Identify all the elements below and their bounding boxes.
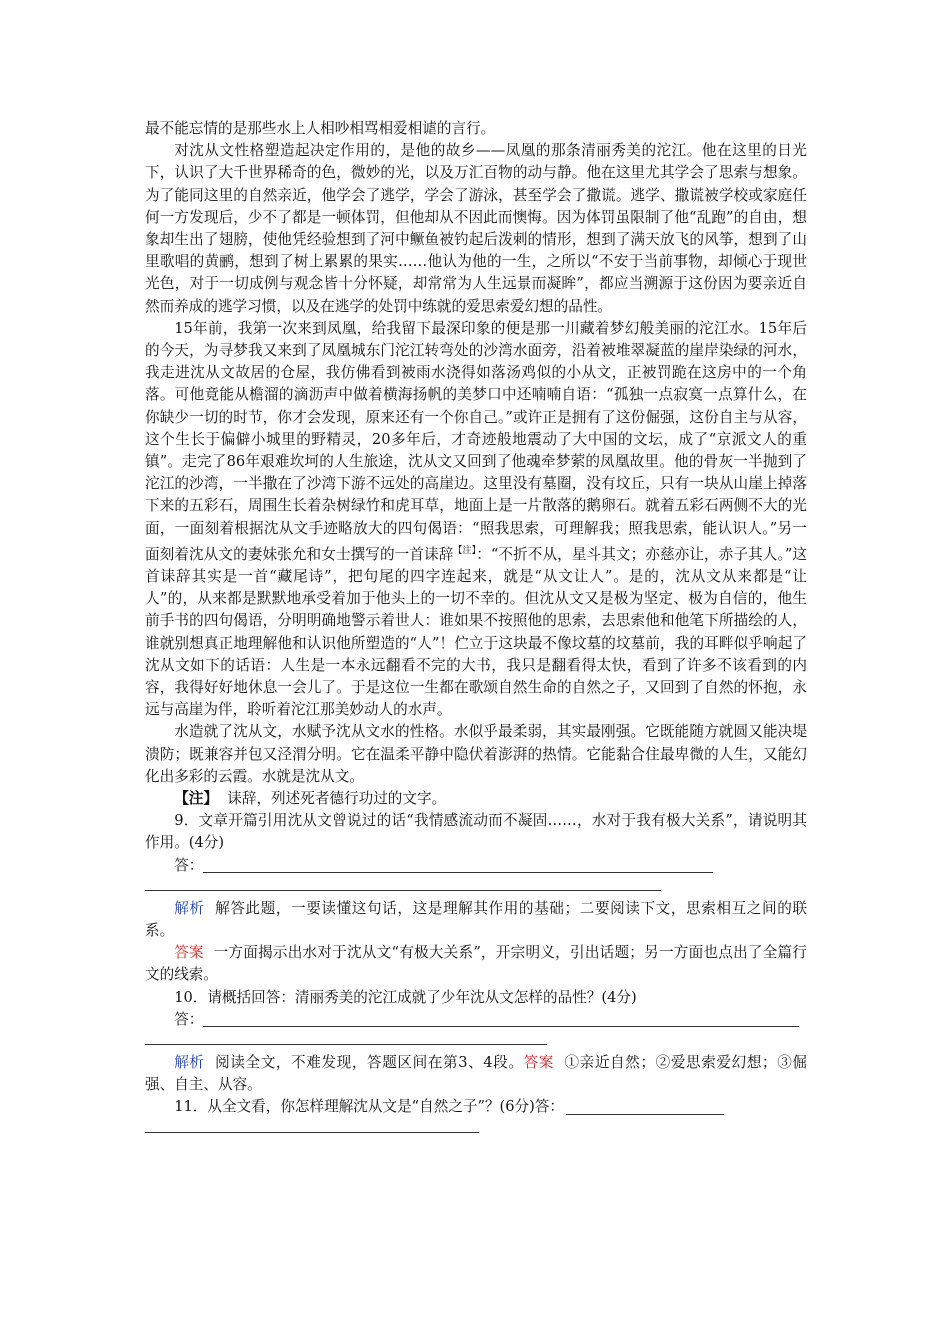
analysis-label: 解析	[174, 899, 205, 917]
answer-blank[interactable]	[203, 858, 713, 873]
analysis-text: 阅读全文，不难发现，答题区间在第3、4段。	[215, 1053, 524, 1071]
paragraph-visit-part2: ：“不折不从，星斗其文；亦慈亦让，赤子其人。”这首诔辞其实是一首“藏尾诗”，把句尾的四字连起来，就是“从文让人”。是的，沈从文从来都是“让人”的，从来都是默默地承受着加于他头上的一切不幸的。但沈从文又是极为坚定、极为自信的，他生前手书的四句偈语，分明明确地警示着世人：谁如果不按照他的思索，去思索他和他笔下所描绘的人，谁就别想真正地理解他和认识他所塑造的“人”！伫立于这块最不像坟墓的坟墓前，我的耳畔似乎响起了沈从文如下的话语：人生是一本永远翻看不完的大书，我只是翻看得太快，看到了许多不该看到的内容，我得好好地休息一会儿了。于是这位一生都在歌颂自然生命的自然之子，又回到了自然的怀抱，永远与高崖为伴，聆听着沱江那美妙动人的水声。	[145, 545, 807, 719]
question-10: 10．请概括回答：清丽秀美的沱江成就了少年沈从文怎样的品性？(4分)	[174, 988, 637, 1006]
paragraph-water-shaped: 水造就了沈从文，水赋予沈从文水的性格。水似乎最柔弱，其实最刚强。它既能随方就圆又能决堤溃防；既兼容并包又泾渭分明。它在温柔平静中隐伏着澎湃的热情。它能黏合住最卑微的人生，又能幻化出多彩的云霞。水就是沈从文。	[145, 723, 807, 785]
answer-prefix: 答：	[174, 1010, 204, 1028]
footnote-label: 【注】	[174, 789, 218, 807]
answer-blank-second-line[interactable]	[145, 1044, 547, 1045]
answer-blank[interactable]	[203, 1012, 799, 1027]
question-9: 9．文章开篇引用沈从文曾说过的话“我情感流动而不凝固……，水对于我有极大关系”，请说明其作用。(4分)	[145, 812, 807, 852]
paragraph-tuojiang-character: 对沈从文性格塑造起决定作用的，是他的故乡——凤凰的那条清丽秀美的沱江。他在这里的日光下，认识了大千世界稀奇的色，微妙的光，以及万汇百物的动与静。他在这里尤其学会了思索与想象。为了能同这里的自然亲近，他学会了逃学，学会了游泳，甚至学会了撒谎。逃学、撒谎被学校或家庭任何一方发现后，少不了都是一顿体罚，但他却从不因此而懊悔。因为体罚虽限制了他“乱跑”的自由，想象却生出了翅膀，使他凭经验想到了河中鳜鱼被钓起后泼刺的情形，想到了满天放飞的风筝，想到了山里歌唱的黄鹂，想到了树上累累的果实……他认为他的一生，之所以“不安于当前事物，却倾心于现世光色，对于一切成例与观念皆十分怀疑，却常常为人生远景而凝眸”，都应当溯源于这份因为要亲近自然而养成的逃学习惯，以及在逃学的处罚中练就的爱思索爱幻想的品性。	[145, 142, 807, 315]
question-9-key	[145, 942, 807, 986]
footnote-text: 诔辞，列述死者德行功过的文字。	[227, 789, 447, 807]
paragraph-intro-tail: 最不能忘情的是那些水上人相吵相骂相爱相谑的言行。	[145, 120, 496, 137]
answer-prefix: 答：	[174, 856, 204, 874]
answer-blank[interactable]	[566, 1100, 724, 1115]
question-9-answer-line[interactable]	[145, 855, 807, 877]
paragraph-visit-part1: 15年前，我第一次来到凤凰，给我留下最深印象的便是那一川藏着梦幻般美丽的沱江水。15年后的今天，为寻梦我又来到了凤凰城东门沱江转弯处的沙湾水面旁，沿着被堆翠凝蓝的崖岸染绿的河水，我走进沈从文故居的仓屋，我仿佛看到被雨水浇得如落汤鸡似的小从文，正被罚跪在这房中的一个角落。可他竟能从檐溜的滴沥声中做着横海扬帆的美梦口中还喃喃自语：“孤独一点寂寞一点算什么，在你缺少一切的时节，你才会发现，原来还有一个你自己。”或许正是拥有了这份倔强，这份自主与从容，这个生长于偏僻小城里的野精灵，20多年后，才奇迹般地震动了大中国的文坛，成了“京派文人的重镇”。走完了86年艰难坎坷的人生旅途，沈从文又回到了他魂牵梦萦的凤凰故里。他的骨灰一半抛到了沱江的沙湾，一半撒在了沙湾下游不远处的高崖边。这里没有墓圈，没有坟丘，只有一块从山崖上掉落下来的五彩石，周围生长着杂树绿竹和虎耳草，地面上是一片散落的鹅卵石。就着五彩石两侧不大的光面，一面刻着根据沈从文手迹略放大的四句偈语：“照我思索，可理解我；照我思索，能认识人。”另一面刻着沈从文的妻妹张允和女士撰写的一首诔辞	[145, 319, 807, 563]
question-10-analysis	[145, 1052, 807, 1096]
question-11-line	[145, 1096, 807, 1118]
paragraph-visit-fenghuang	[145, 318, 807, 722]
analysis-text: 解答此题，一要读懂这句话，这是理解其作用的基础；二要阅读下文，思索相互之间的联系。	[145, 899, 807, 939]
analysis-label: 解析	[174, 1053, 205, 1071]
footnote	[145, 788, 807, 810]
answer-label: 答案	[174, 944, 204, 962]
answer-label: 答案	[523, 1053, 554, 1071]
answer-text: ①亲近自然；②爱思索爱幻想；③倔强、自主、从容。	[145, 1053, 807, 1094]
footnote-marker: 【注】	[453, 545, 477, 556]
document-page	[145, 118, 807, 1140]
question-11: 11．从全文看，你怎样理解沈从文是“自然之子”？(6分)答：	[174, 1098, 565, 1116]
question-9-analysis	[145, 898, 807, 942]
question-10-answer-line[interactable]	[145, 1009, 807, 1031]
answer-blank-second-line[interactable]	[145, 890, 661, 891]
answer-blank-second-line[interactable]	[145, 1132, 479, 1133]
answer-text: 一方面揭示出水对于沈从文“有极大关系”，开宗明义，引出话题；另一方面也点出了全篇行文的线索。	[145, 944, 807, 984]
